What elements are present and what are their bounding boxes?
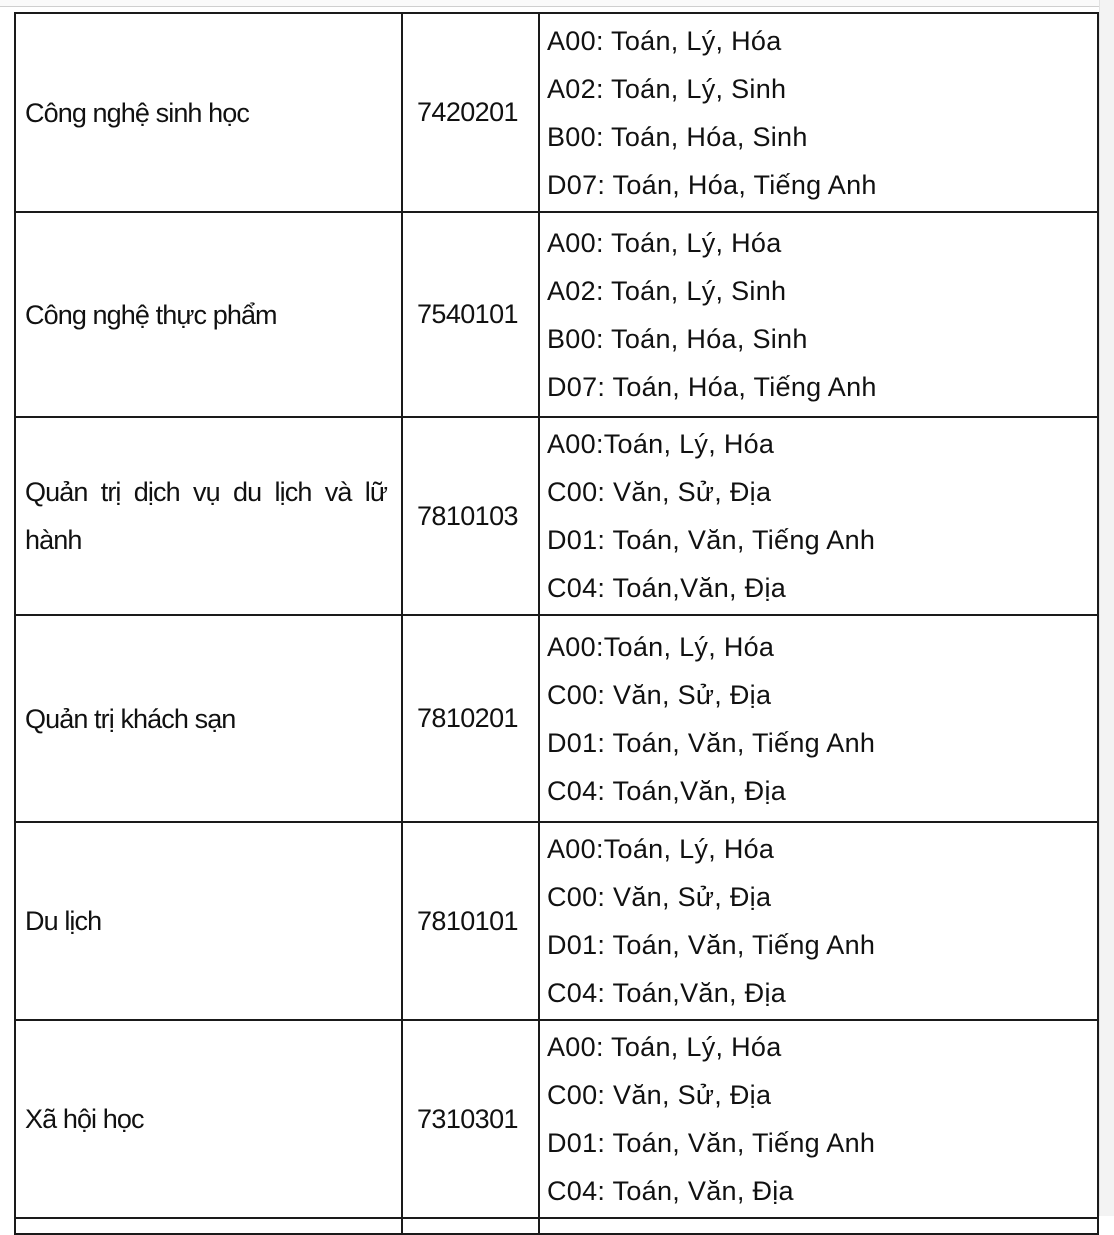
major-name-empty <box>15 1218 402 1234</box>
combo-item: C04: Toán,Văn, Địa <box>547 573 787 603</box>
combo-item: D01: Toán, Văn, Tiếng Anh <box>547 525 876 555</box>
table-row <box>15 822 1098 1020</box>
major-code: 7420201 <box>402 13 539 212</box>
table-row <box>15 13 1098 212</box>
table-row <box>15 1020 1098 1218</box>
combo-item: A02: Toán, Lý, Sinh <box>547 73 787 104</box>
combo-item: B00: Toán, Hóa, Sinh <box>547 323 808 354</box>
combo-item: C00: Văn, Sử, Địa <box>547 1080 772 1110</box>
major-code-empty <box>402 1218 539 1234</box>
combo-item: A00: Toán, Lý, Hóa <box>547 1032 782 1062</box>
subject-combinations <box>539 13 1098 212</box>
table-row-partial <box>15 1218 1098 1234</box>
subject-combinations <box>539 615 1098 822</box>
combo-item: C00: Văn, Sử, Địa <box>547 679 772 710</box>
major-name: Công nghệ thực phẩm <box>15 212 402 417</box>
major-name: Xã hội học <box>15 1020 402 1218</box>
top-edge <box>0 0 1114 7</box>
subject-combinations <box>539 417 1098 615</box>
combo-item: A00:Toán, Lý, Hóa <box>547 834 775 864</box>
scrollbar[interactable] <box>1099 0 1114 1216</box>
combo-item: D01: Toán, Văn, Tiếng Anh <box>547 930 876 960</box>
major-name: Quản trị dịch vụ du lịch và lữ hành <box>15 417 402 615</box>
combo-item: C00: Văn, Sử, Địa <box>547 882 772 912</box>
combo-item: A00:Toán, Lý, Hóa <box>547 631 775 662</box>
table-row <box>15 615 1098 822</box>
major-name: Quản trị khách sạn <box>15 615 402 822</box>
combo-item: C00: Văn, Sử, Địa <box>547 477 772 507</box>
combo-item: A02: Toán, Lý, Sinh <box>547 275 787 306</box>
combo-item: D07: Toán, Hóa, Tiếng Anh <box>547 169 877 200</box>
combo-item: A00: Toán, Lý, Hóa <box>547 227 782 258</box>
major-code: 7540101 <box>402 212 539 417</box>
combo-item: C04: Toán, Văn, Địa <box>547 1176 794 1206</box>
combo-item: A00: Toán, Lý, Hóa <box>547 25 782 56</box>
subject-combinations <box>539 1020 1098 1218</box>
subject-combinations <box>539 212 1098 417</box>
table-row <box>15 417 1098 615</box>
major-code: 7310301 <box>402 1020 539 1218</box>
table-row <box>15 212 1098 417</box>
combo-item: D01: Toán, Văn, Tiếng Anh <box>547 1128 876 1158</box>
subject-combinations <box>539 822 1098 1020</box>
major-code: 7810201 <box>402 615 539 822</box>
combo-item: D01: Toán, Văn, Tiếng Anh <box>547 727 876 758</box>
subject-combinations-empty <box>539 1218 1098 1234</box>
admissions-table <box>14 12 1099 1235</box>
major-code: 7810103 <box>402 417 539 615</box>
combo-item: B00: Toán, Hóa, Sinh <box>547 121 808 152</box>
major-code: 7810101 <box>402 822 539 1020</box>
combo-item: C04: Toán,Văn, Địa <box>547 978 787 1008</box>
combo-item: A00:Toán, Lý, Hóa <box>547 429 775 459</box>
major-name: Du lịch <box>15 822 402 1020</box>
combo-item: D07: Toán, Hóa, Tiếng Anh <box>547 371 877 402</box>
major-name: Công nghệ sinh học <box>15 13 402 212</box>
combo-item: C04: Toán,Văn, Địa <box>547 775 787 806</box>
